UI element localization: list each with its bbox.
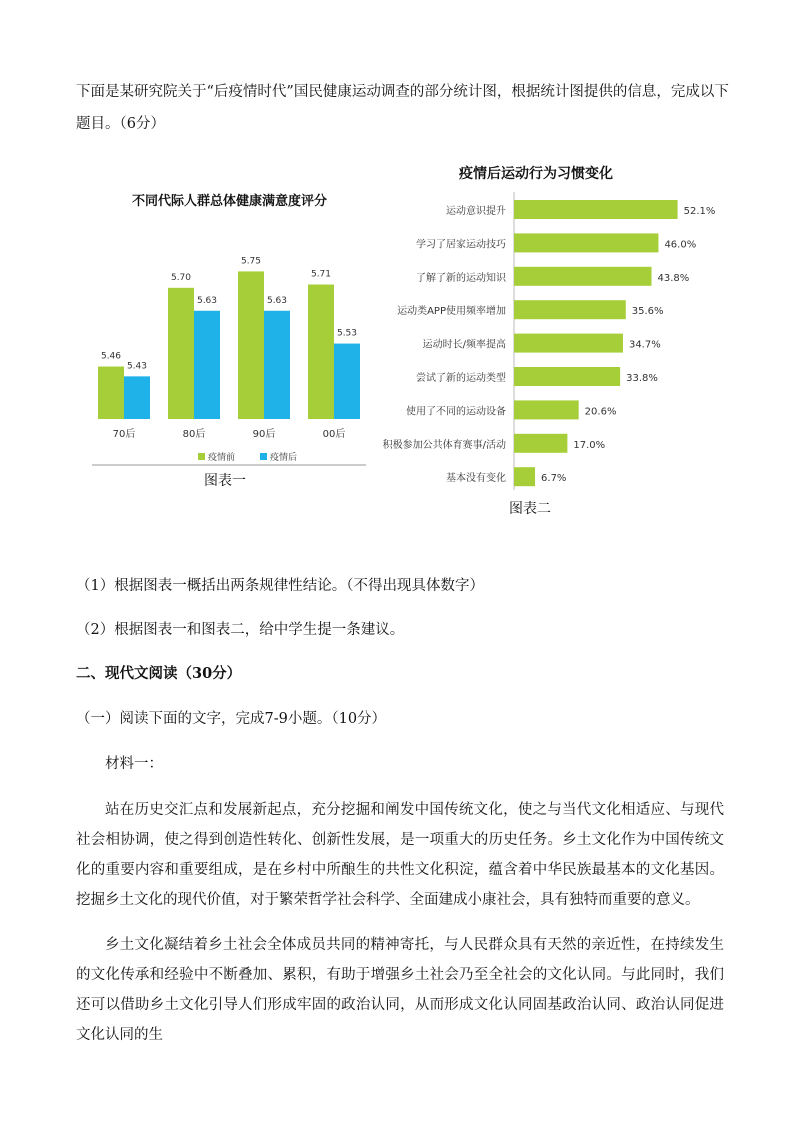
chart2-data-label: 20.6% (584, 406, 617, 418)
chart2-data-label: 6.7% (541, 473, 567, 485)
chart2-category-label: 运动时长/频率提高 (422, 339, 506, 351)
chart1-bar (124, 376, 150, 419)
chart2-svg (370, 190, 716, 495)
chart1-category-label: 70后 (112, 429, 136, 440)
chart1-bar (264, 311, 290, 419)
chart2-category-label: 使用了不同的运动设备 (406, 406, 506, 418)
chart1-category-label: 80后 (182, 429, 206, 440)
chart1-legend-swatch (198, 453, 205, 460)
question-2: （2）根据图表一和图表二，给中学生提一条建议。 (76, 622, 405, 638)
chart1-bar (238, 271, 264, 419)
chart2-category-label: 积极参加公共体育赛事/活动 (382, 439, 506, 451)
chart1-bar (308, 285, 334, 419)
chart1-bar (98, 367, 124, 419)
chart2-category-label: 运动意识提升 (446, 206, 506, 217)
chart1-category-label: 00后 (322, 429, 346, 440)
chart2-category-label: 学习了居家运动技巧 (416, 239, 506, 251)
chart2-data-label: 35.6% (631, 306, 664, 318)
chart2-bar (514, 233, 658, 252)
section-heading: 二、现代文阅读（30分） (76, 665, 242, 682)
section-subheading: （一）阅读下面的文字，完成7-9小题。（10分） (76, 711, 387, 727)
chart2-data-label: 17.0% (573, 439, 606, 451)
chart1-data-label: 5.70 (170, 272, 192, 283)
intro-line-2: 题目。（6分） (76, 116, 165, 132)
chart2-data-label: 34.7% (628, 339, 661, 351)
chart1-title: 不同代际人群总体健康满意度评分 (131, 194, 327, 209)
paragraph-2: 乡土文化凝结着乡土社会全体成员共同的精神寄托，与人民群众具有天然的亲近性，在持续发生的文化传承和经验中不断叠加、累积，有助于增强乡土社会乃至全社会的文化认同。与此同时，我们还可以借助乡土文化引导人们形成牢固的政治认同，从而形成文化认同固基政治认同、政治认同促进文化认同的生 (76, 937, 724, 1043)
paragraph-1: 站在历史交汇点和发展新起点，充分挖掘和阐发中国传统文化，使之与当代文化相适应、与现代社会相协调，使之得到创造性转化、创新性发展，是一项重大的历史任务。乡土文化作为中国传统文化的重要内容和重要组成，是在乡村中所酿生的共性文化积淀，蕴含着中华民族最基本的文化基因。挖掘乡土文化的现代价值，对于繁荣哲学社会科学、全面建成小康社会，具有独特而重要的意义。 (76, 802, 724, 908)
chart2-category-label: 了解了新的运动知识 (416, 272, 506, 284)
chart2-bar (514, 267, 652, 286)
chart2-bar (514, 434, 567, 453)
chart1-data-label: 5.75 (240, 256, 262, 267)
chart2-category-label: 尝试了新的运动类型 (416, 373, 506, 384)
chart1-legend-swatch (260, 453, 267, 460)
chart2-category-label: 基本没有变化 (446, 473, 506, 485)
chart2-data-label: 43.8% (657, 272, 690, 284)
chart1-bar (194, 311, 220, 419)
chart2-title: 疫情后运动行为习惯变化 (459, 166, 613, 182)
chart1-bar (168, 288, 194, 419)
chart1-svg (88, 215, 370, 470)
chart1-caption: 图表一 (204, 473, 246, 489)
chart2-data-label: 46.0% (664, 239, 697, 251)
chart1-data-label: 5.71 (310, 269, 332, 280)
chart2-data-label: 52.1% (683, 206, 716, 217)
chart1-bar (334, 344, 360, 419)
chart2-caption: 图表二 (509, 501, 551, 517)
chart1-data-label: 5.46 (100, 351, 122, 362)
chart2-bar (514, 334, 623, 353)
chart1-legend-label: 疫情前 (208, 453, 236, 463)
chart2-bar (514, 400, 579, 419)
chart2-bar (514, 300, 626, 319)
chart2-bar (514, 467, 535, 486)
chart1-data-label: 5.63 (196, 295, 218, 306)
material-label: 材料一： (105, 756, 163, 772)
chart2-data-label: 33.8% (626, 373, 658, 384)
question-1: （1）根据图表一概括出两条规律性结论。（不得出现具体数字） (76, 578, 484, 594)
intro-line-1: 下面是某研究院关于“后疫情时代”国民健康运动调查的部分统计图，根据统计图提供的信息，完成以下 (76, 84, 729, 100)
chart1-category-label: 90后 (252, 429, 276, 440)
chart1-data-label: 5.53 (336, 328, 358, 339)
chart2-category-label: 运动类APP使用频率增加 (397, 306, 506, 318)
chart2-bar (514, 200, 678, 219)
chart1-data-label: 5.43 (126, 361, 148, 372)
chart1-data-label: 5.63 (266, 295, 288, 306)
chart2-bar (514, 367, 620, 386)
chart1-legend-label: 疫情后 (270, 453, 298, 463)
